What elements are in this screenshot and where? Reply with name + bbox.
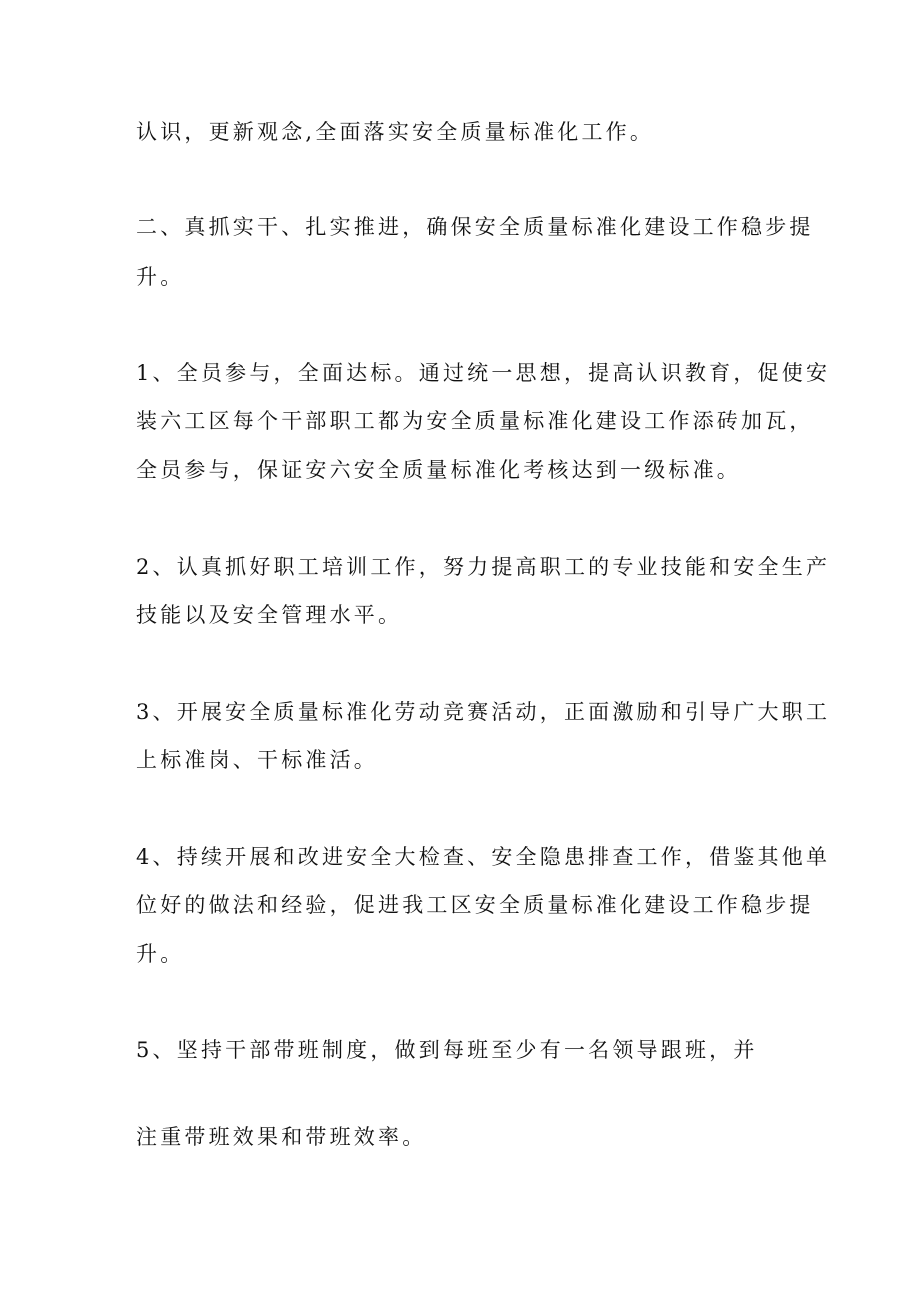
paragraph-6-line-2: 位好的做法和经验，促进我工区安全质量标准化建设工作稳步提 <box>136 893 814 917</box>
paragraph-5-line-1: 3、开展安全质量标准化劳动竞赛活动，正面激励和引导广大职工 <box>136 700 831 724</box>
paragraph-8-line-1: 注重带班效果和带班效率。 <box>136 1125 427 1149</box>
paragraph-4-line-2: 技能以及安全管理水平。 <box>136 603 403 627</box>
paragraph-3-line-2: 装六工区每个干部职工都为安全质量标准化建设工作添砖加瓦， <box>136 409 814 433</box>
paragraph-6-line-3: 升。 <box>136 942 185 966</box>
paragraph-7-line-1: 5、坚持干部带班制度，做到每班至少有一名领导跟班，并 <box>136 1038 758 1062</box>
paragraph-1-line-1: 认识，更新观念,全面落实安全质量标准化工作。 <box>136 120 655 144</box>
paragraph-6-line-1: 4、持续开展和改进安全大检查、安全隐患排查工作，借鉴其他单 <box>136 845 831 869</box>
paragraph-2-line-1: 二、真抓实干、扎实推进，确保安全质量标准化建设工作稳步提 <box>136 215 814 239</box>
paragraph-4-line-1: 2、认真抓好职工培训工作，努力提高职工的专业技能和安全生产 <box>136 555 831 579</box>
paragraph-3-line-3: 全员参与，保证安六安全质量标准化考核达到一级标准。 <box>136 458 741 482</box>
paragraph-2-line-2: 升。 <box>136 265 185 289</box>
paragraph-5-line-2: 上标准岗、干标准活。 <box>136 748 378 772</box>
paragraph-3-line-1: 1、全员参与，全面达标。通过统一思想，提高认识教育，促使安 <box>136 361 831 385</box>
